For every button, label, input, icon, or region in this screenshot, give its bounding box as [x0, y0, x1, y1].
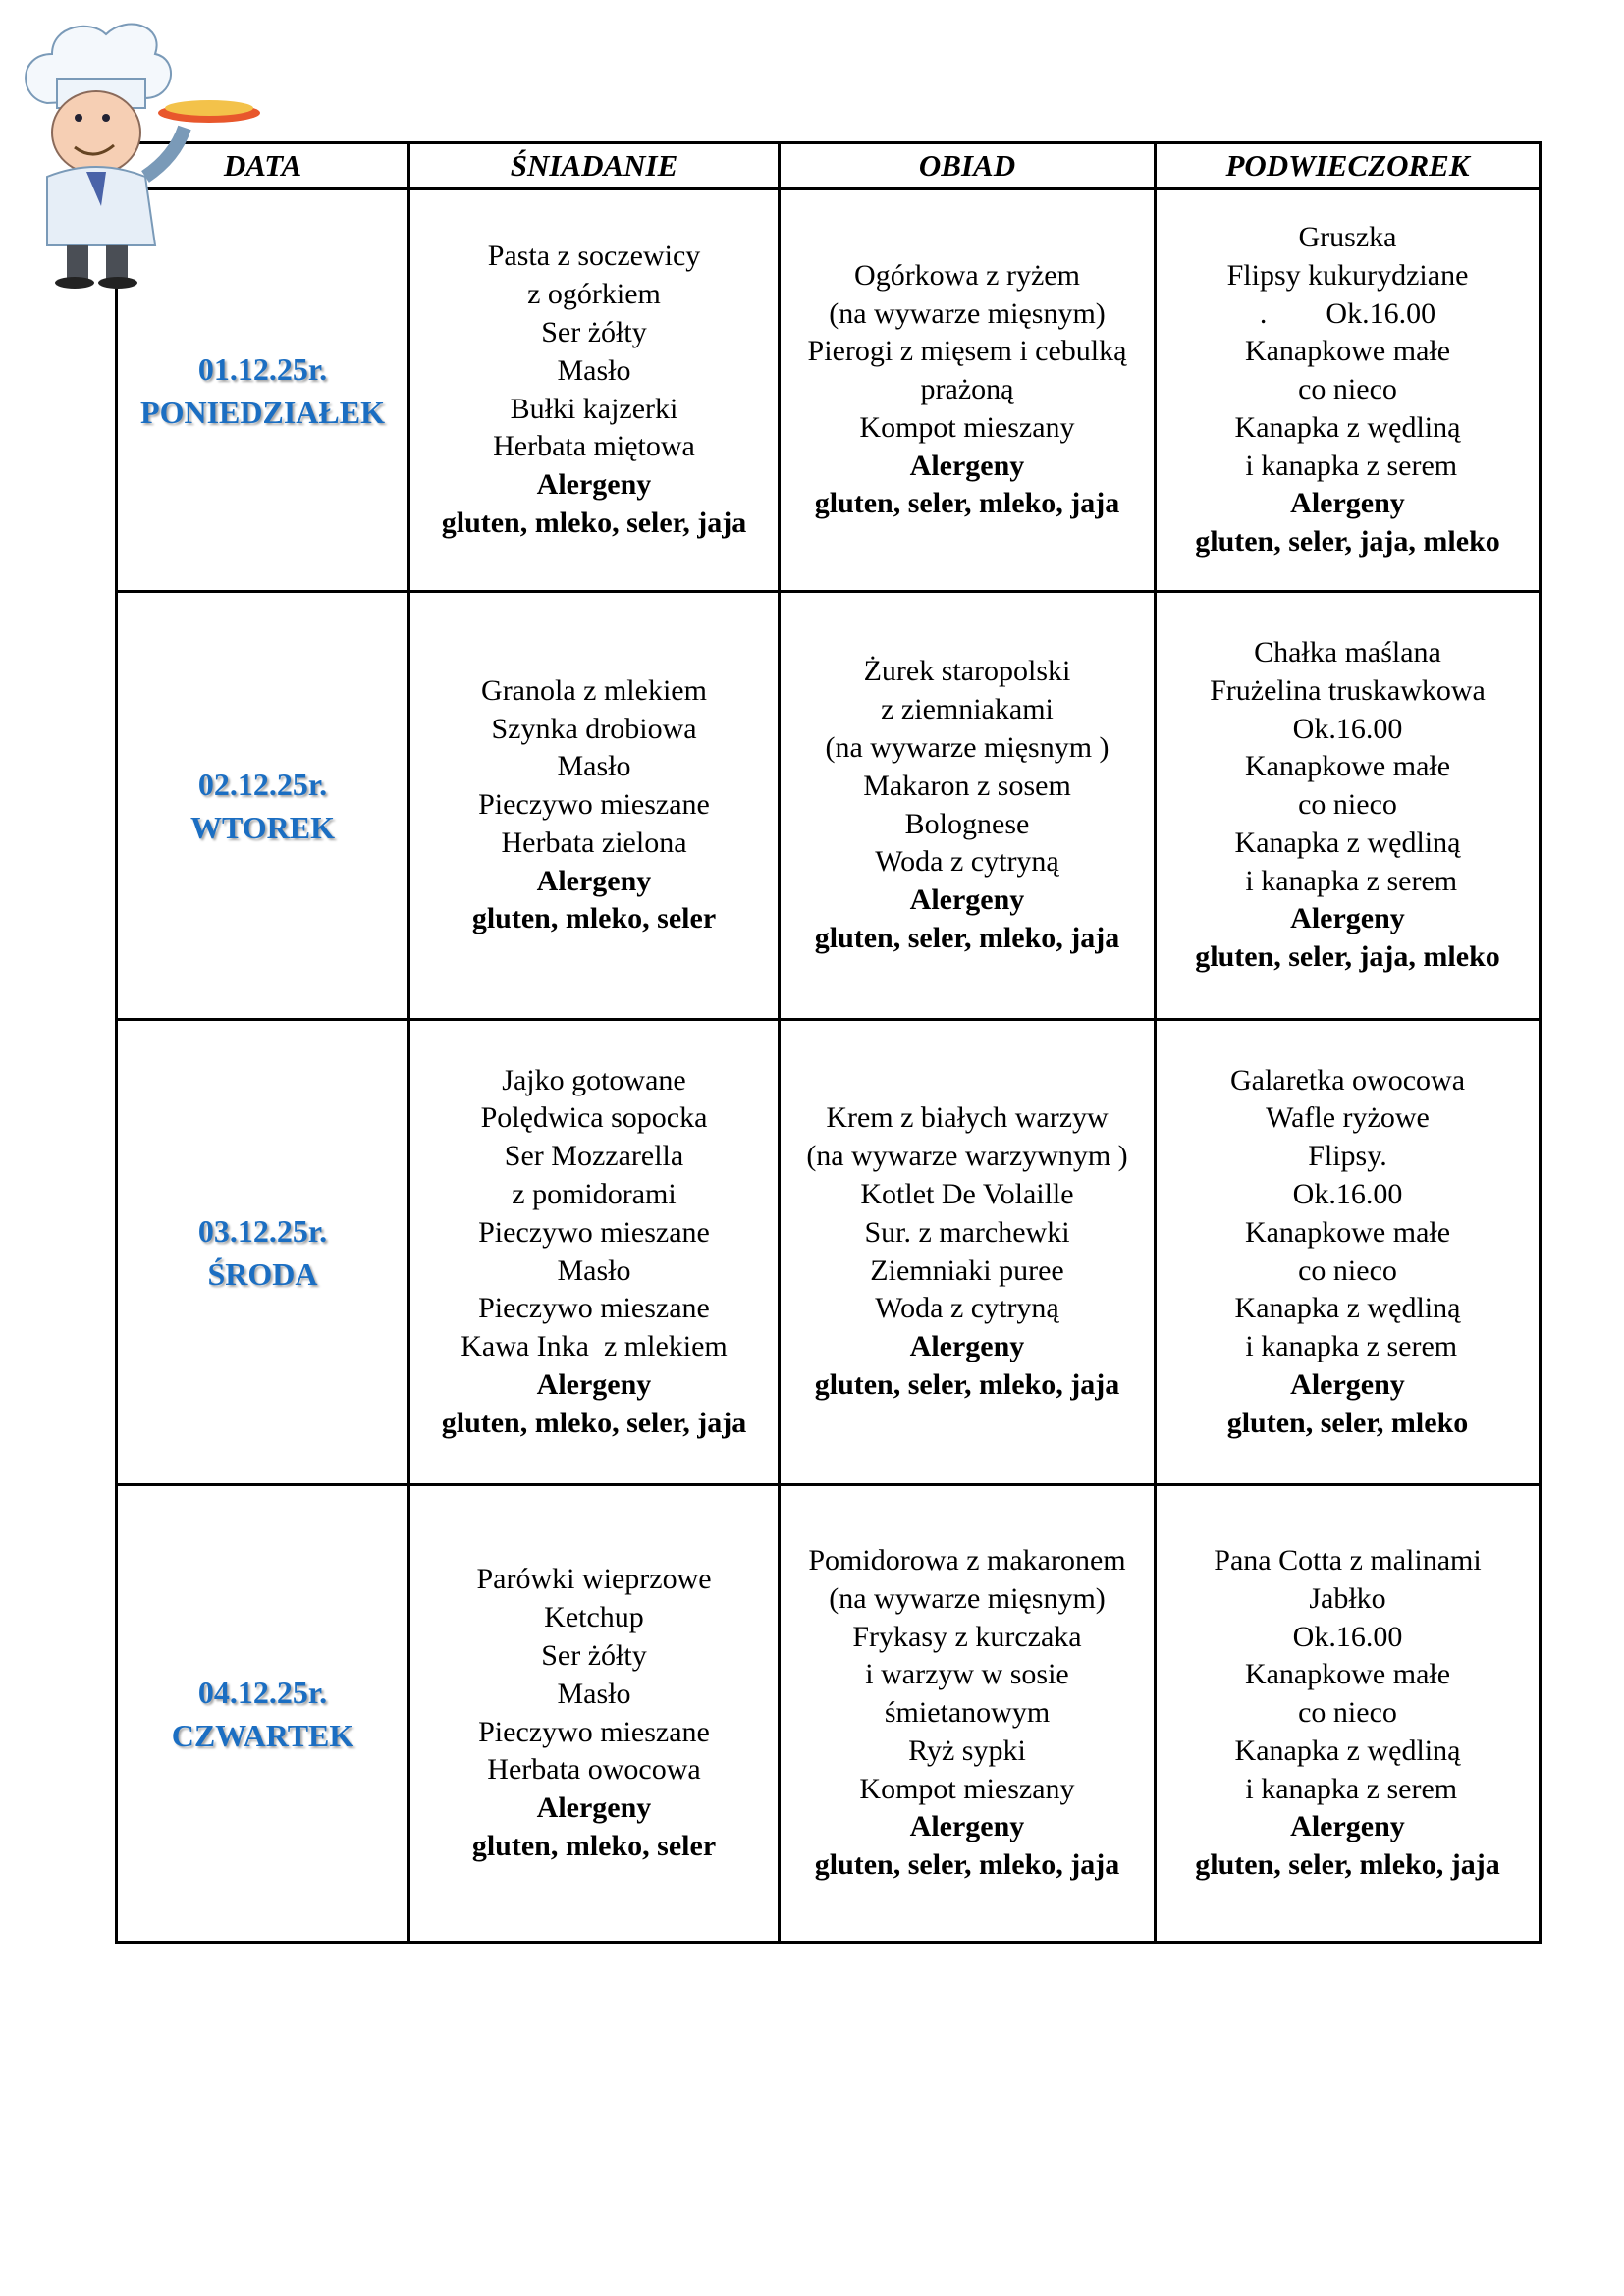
menu-item: Pomidorowa z makaronem — [808, 1543, 1126, 1576]
menu-item: . Ok.16.00 — [1259, 296, 1436, 330]
date: 04.12.25r. — [197, 1674, 328, 1710]
allergens-list: gluten, seler, jaja, mleko — [1195, 525, 1500, 559]
menu-item: Szynka drobiowa — [491, 712, 697, 745]
menu-item: Kanapkowe małe — [1244, 1658, 1451, 1691]
menu-item: Polędwica sopocka — [480, 1101, 708, 1135]
snack-cell — [1156, 189, 1541, 592]
menu-item: śmietanowym — [884, 1696, 1051, 1730]
menu-item: z ziemniakami — [881, 693, 1054, 726]
allergens-list: gluten, seler, mleko, jaja — [814, 1848, 1120, 1882]
menu-item: Pieczywo mieszane — [478, 788, 710, 822]
menu-item: Ogórkowa z ryżem — [854, 258, 1080, 292]
menu-item: Ok.16.00 — [1292, 1620, 1403, 1653]
allergens-label: Alergeny — [536, 468, 652, 502]
menu-item: Pieczywo mieszane — [478, 1215, 710, 1249]
allergens-label: Alergeny — [909, 1810, 1025, 1843]
menu-item: Żurek staropolski — [863, 655, 1071, 688]
menu-item: i kanapka z serem — [1237, 1772, 1458, 1805]
breakfast-cell — [409, 592, 780, 1020]
menu-item: Bułki kajzerki — [510, 392, 678, 425]
menu-item: i kanapka z serem — [1237, 864, 1458, 897]
snack-cell — [1156, 1485, 1541, 1943]
header-date: DATA — [117, 143, 409, 189]
breakfast-cell — [409, 1020, 780, 1485]
allergens-list: gluten, seler, jaja, mleko — [1195, 940, 1500, 974]
menu-item: (na wywarze mięsnym) — [829, 1581, 1106, 1615]
menu-item: Frykasy z kurczaka — [852, 1620, 1082, 1653]
menu-item: Sur. z marchewki — [864, 1215, 1070, 1249]
date-cell — [117, 592, 409, 1020]
allergens-list: gluten, seler, mleko, jaja — [1195, 1848, 1500, 1882]
lunch-cell — [780, 189, 1156, 592]
lunch-cell — [780, 592, 1156, 1020]
date: 02.12.25r. — [197, 766, 328, 802]
allergens-label: Alergeny — [909, 449, 1025, 482]
allergens-list: gluten, mleko, seler — [471, 902, 717, 935]
menu-item: Ser żółty — [541, 315, 647, 348]
menu-item: co nieco — [1298, 1254, 1397, 1287]
menu-item: Ryż sypki — [908, 1734, 1026, 1767]
menu-row — [117, 1485, 1541, 1943]
menu-item: Ketchup — [544, 1601, 644, 1634]
allergens-list: gluten, mleko, seler, jaja — [441, 1406, 747, 1439]
menu-item: Woda z cytryną — [875, 845, 1059, 879]
menu-item: Krem z białych warzyw — [826, 1101, 1109, 1135]
allergens-label: Alergeny — [536, 1367, 652, 1401]
menu-item: (na wywarze warzywnym ) — [806, 1140, 1128, 1173]
menu-item: Jabłko — [1309, 1581, 1386, 1615]
header-breakfast: ŚNIADANIE — [409, 143, 780, 189]
menu-item: Kanapkowe małe — [1244, 750, 1451, 783]
menu-item: Kanapka z wędliną — [1234, 826, 1461, 859]
menu-item: Masło — [557, 1677, 631, 1710]
menu-item: Kanapka z wędliną — [1234, 410, 1461, 444]
menu-item: (na wywarze mięsnym ) — [825, 730, 1110, 764]
menu-item: Frużelina truskawkowa — [1210, 673, 1486, 707]
allergens-label: Alergeny — [909, 883, 1025, 917]
menu-item: Ziemniaki puree — [870, 1254, 1064, 1287]
breakfast-cell — [409, 1485, 780, 1943]
menu-item: Kanapka z wędliną — [1234, 1292, 1461, 1325]
menu-item: i kanapka z serem — [1237, 449, 1458, 482]
header-lunch: OBIAD — [780, 143, 1156, 189]
weekday: WTOREK — [190, 809, 335, 845]
menu-item: Wafle ryżowe — [1266, 1101, 1430, 1135]
menu-item: Kanapkowe małe — [1244, 1215, 1451, 1249]
menu-item: co nieco — [1298, 1696, 1397, 1730]
weekday: ŚRODA — [207, 1255, 318, 1292]
menu-item: Woda z cytryną — [875, 1292, 1059, 1325]
menu-row — [117, 592, 1541, 1020]
allergens-list: gluten, seler, mleko, jaja — [814, 921, 1120, 954]
allergens-list: gluten, seler, mleko, jaja — [814, 1367, 1120, 1401]
menu-row — [117, 1020, 1541, 1485]
menu-item: Flipsy. — [1308, 1140, 1387, 1173]
date: 03.12.25r. — [197, 1212, 328, 1249]
allergens-label: Alergeny — [909, 1330, 1025, 1363]
menu-item: Chałka maślana — [1254, 635, 1441, 668]
menu-item: Pieczywo mieszane — [478, 1715, 710, 1748]
allergens-label: Alergeny — [1290, 1810, 1405, 1843]
weekday: PONIEDZIAŁEK — [140, 394, 385, 430]
chef-illustration — [8, 10, 263, 290]
date: 01.12.25r. — [197, 350, 328, 387]
allergens-label: Alergeny — [536, 1791, 652, 1825]
menu-item: Masło — [557, 1254, 631, 1287]
weekday: CZWARTEK — [171, 1717, 354, 1753]
menu-item: Pieczywo mieszane — [478, 1292, 710, 1325]
menu-item: Parówki wieprzowe — [476, 1563, 712, 1596]
snack-cell — [1156, 592, 1541, 1020]
allergens-label: Alergeny — [536, 864, 652, 897]
menu-item: co nieco — [1298, 788, 1397, 822]
menu-item: Bolognese — [904, 807, 1030, 840]
allergens-label: Alergeny — [1290, 1367, 1405, 1401]
menu-item: Masło — [557, 353, 631, 387]
menu-item: Makaron z sosem — [863, 769, 1071, 802]
lunch-cell — [780, 1020, 1156, 1485]
menu-item: Galaretka owocowa — [1229, 1063, 1466, 1096]
menu-item: Herbata owocowa — [487, 1753, 701, 1787]
allergens-list: gluten, seler, mleko — [1226, 1406, 1469, 1439]
menu-item: i warzyw w sosie — [865, 1658, 1069, 1691]
menu-item: Masło — [557, 750, 631, 783]
menu-item: Ser żółty — [541, 1638, 647, 1672]
menu-item: Gruszka — [1298, 220, 1397, 253]
menu-item: i kanapka z serem — [1237, 1330, 1458, 1363]
breakfast-cell — [409, 189, 780, 592]
snack-cell — [1156, 1020, 1541, 1485]
menu-item: Ok.16.00 — [1292, 712, 1403, 745]
menu-item: Kotlet De Volaille — [860, 1177, 1074, 1210]
menu-item: Herbata zielona — [501, 826, 687, 859]
menu-item: Pana Cotta z malinami — [1214, 1543, 1482, 1576]
menu-item: Pierogi z mięsem i cebulką — [807, 335, 1127, 368]
allergens-list: gluten, mleko, seler — [471, 1829, 717, 1862]
menu-item: Ok.16.00 — [1292, 1177, 1403, 1210]
menu-item: Granola z mlekiem — [481, 673, 707, 707]
menu-item: z ogórkiem — [527, 278, 661, 311]
menu-item: Jajko gotowane — [502, 1063, 686, 1096]
weekly-menu-table — [115, 141, 1542, 1944]
menu-item: (na wywarze mięsnym) — [829, 296, 1106, 330]
date-cell — [117, 1485, 409, 1943]
menu-item: Kompot mieszany — [859, 410, 1075, 444]
lunch-cell — [780, 1485, 1156, 1943]
menu-item: Kompot mieszany — [859, 1772, 1075, 1805]
menu-item: Kanapka z wędliną — [1234, 1734, 1461, 1767]
menu-item: Flipsy kukurydziane — [1226, 258, 1469, 292]
header-snack: PODWIECZOREK — [1156, 143, 1541, 189]
menu-item: Ser Mozzarella — [504, 1140, 684, 1173]
menu-item: co nieco — [1298, 373, 1397, 406]
menu-row — [117, 189, 1541, 592]
date-cell — [117, 1020, 409, 1485]
menu-item: Kanapkowe małe — [1244, 335, 1451, 368]
allergens-list: gluten, seler, mleko, jaja — [814, 487, 1120, 520]
menu-item: prażoną — [920, 373, 1014, 406]
menu-item: z pomidorami — [512, 1177, 677, 1210]
allergens-label: Alergeny — [1290, 902, 1405, 935]
menu-item: Herbata miętowa — [493, 430, 695, 463]
header-row — [117, 143, 1541, 189]
allergens-label: Alergeny — [1290, 487, 1405, 520]
allergens-list: gluten, mleko, seler, jaja — [441, 506, 747, 539]
menu-item: Kawa Inka z mlekiem — [460, 1330, 728, 1363]
menu-item: Pasta z soczewicy — [487, 240, 701, 273]
